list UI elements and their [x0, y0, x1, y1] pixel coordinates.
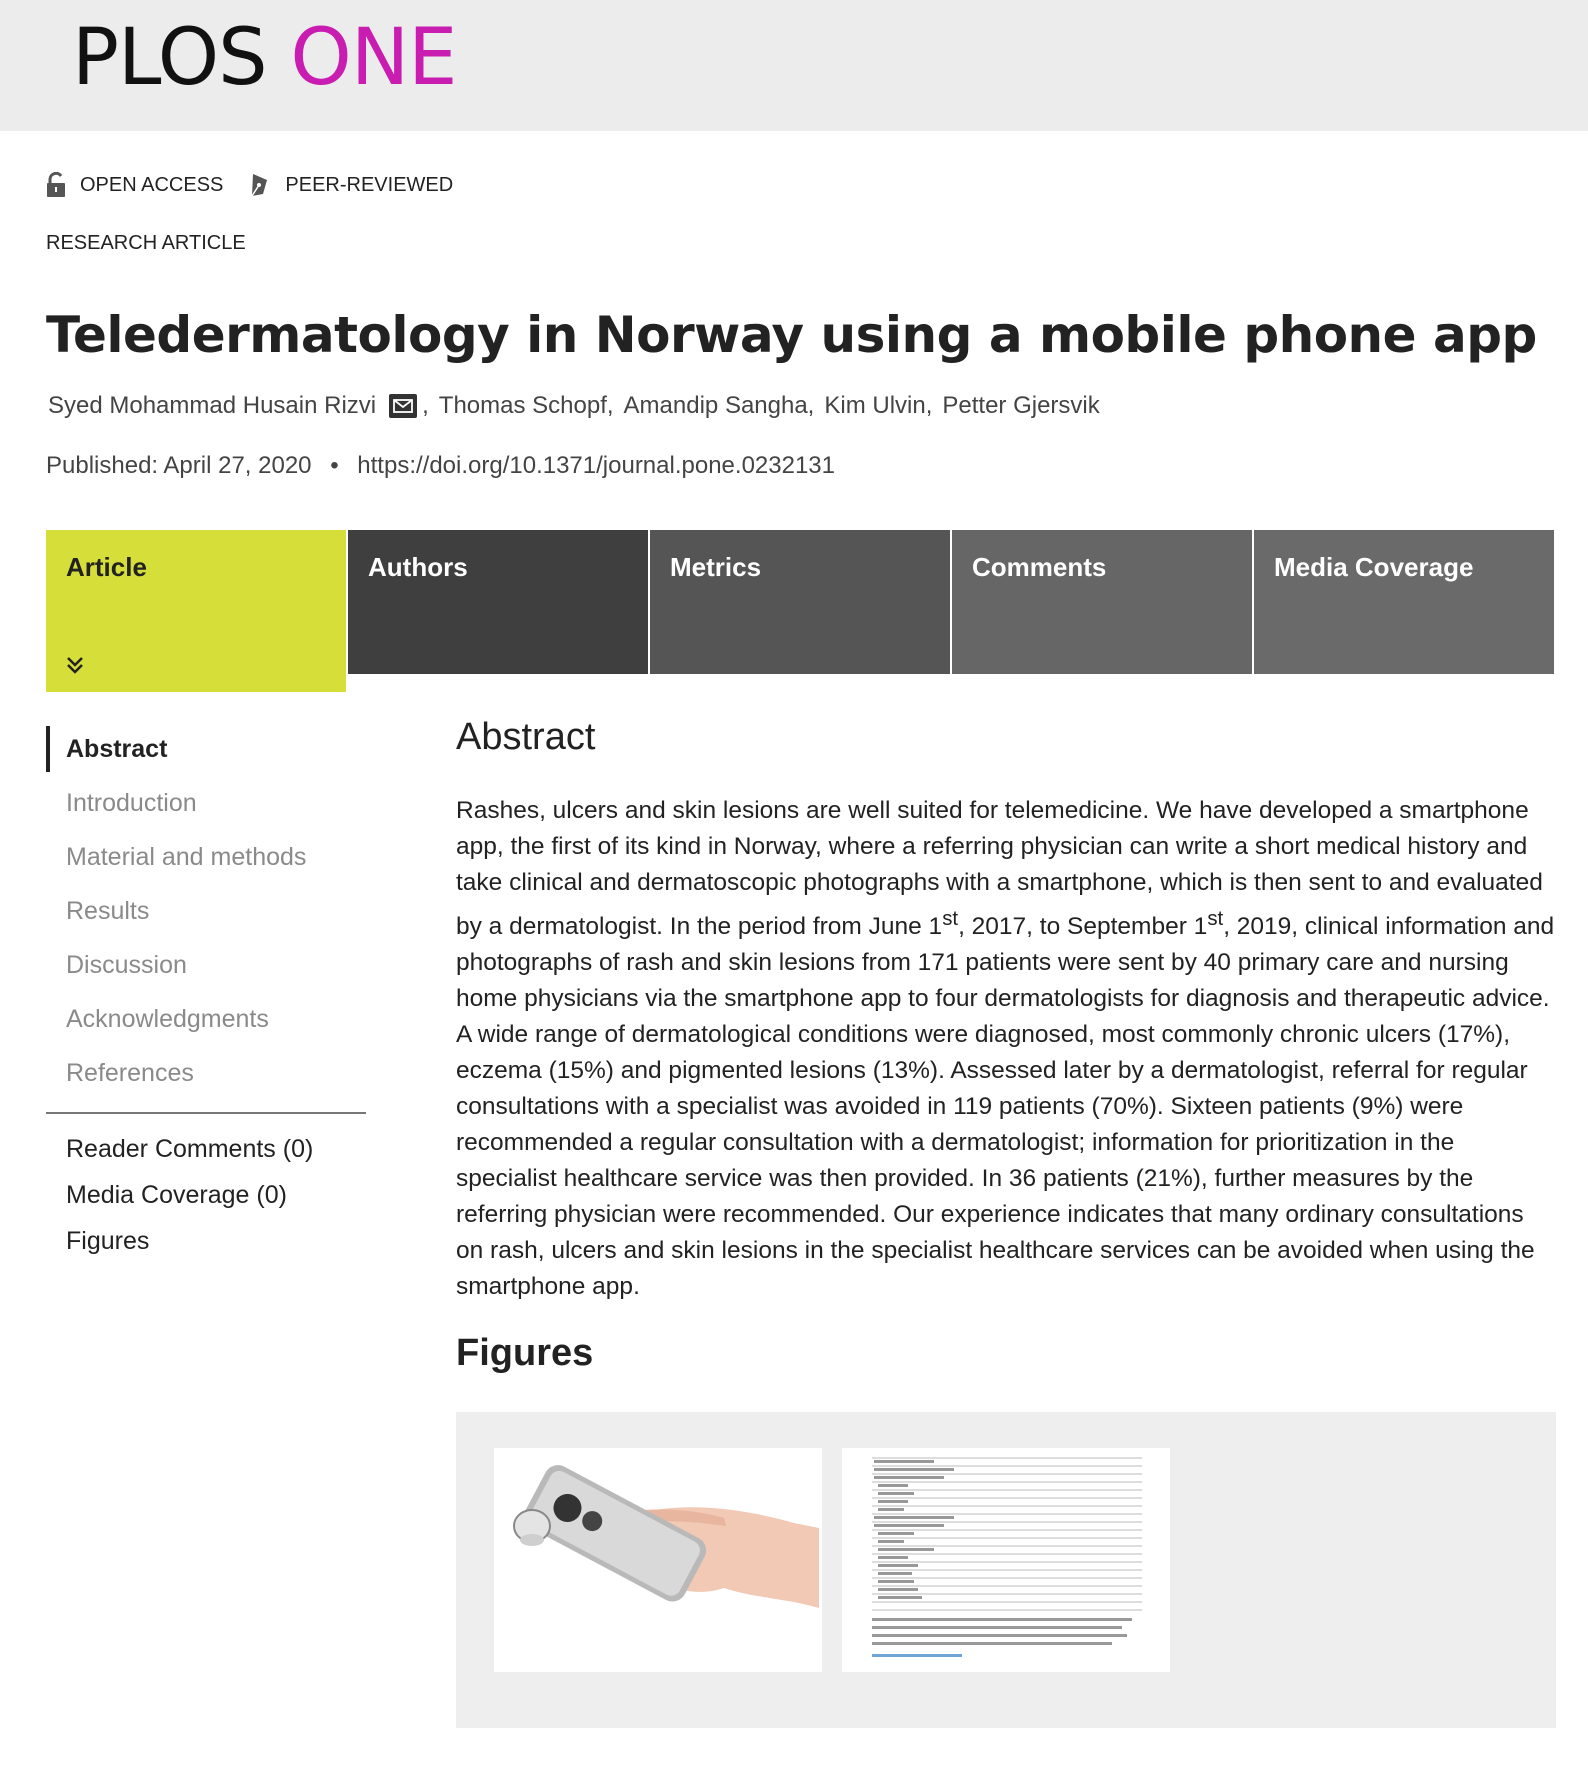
abstract-text-part: , 2017, to September 1 [958, 913, 1208, 941]
article-type: RESEARCH ARTICLE [46, 232, 246, 254]
doi-link[interactable]: https://doi.org/10.1371/journal.pone.0232131 [357, 452, 835, 479]
logo-one: ONE [290, 13, 457, 103]
peer-reviewed-label: PEER-REVIEWED [285, 173, 454, 196]
plos-one-logo[interactable] [72, 8, 456, 109]
nav-material-methods[interactable]: Material and methods [66, 843, 307, 871]
tab-article[interactable] [46, 530, 346, 692]
abstract-heading: Abstract [456, 716, 596, 758]
table-figure-image [842, 1448, 1170, 1672]
separator-dot: • [330, 452, 339, 479]
tab-label: Metrics [670, 552, 762, 582]
figures-heading: Figures [456, 1332, 594, 1374]
published-date: Published: April 27, 2020 [46, 452, 312, 479]
site-header [0, 0, 1588, 131]
nav-divider [46, 1112, 366, 1114]
nav-acknowledgments[interactable]: Acknowledgments [66, 1005, 269, 1033]
double-chevron-down-icon [64, 654, 86, 676]
open-access-label: OPEN ACCESS [80, 173, 224, 196]
abstract-text-part: Rashes, ulcers and skin lesions are well suited for telemedicine. We have developed a smartphone app, the first of its kind in Norway, where a referring physician can write a short medical history and take clinical and dermatoscopic photographs with a smartphone, which is then sent to and evaluated by a dermatologist. In the period from June 1 [456, 797, 1543, 941]
superscript: st [942, 908, 959, 930]
nav-introduction[interactable]: Introduction [66, 789, 197, 817]
section-nav [46, 726, 366, 1264]
article-title: Teledermatology in Norway using a mobile phone app [46, 306, 1537, 364]
tab-label: Article [66, 552, 147, 582]
tab-label: Media Coverage [1274, 552, 1474, 582]
nav-abstract[interactable]: Abstract [46, 726, 366, 772]
abstract-text-part: , 2019, clinical information and photographs of rash and skin lesions from 171 patients were sent by 40 primary care and nursing home physicians via the smartphone app to four dermatologists for diagnosis and therapeutic advice. A wide range of dermatological conditions were diagnosed, most commonly chronic ulcers (17%), eczema (15%) and pigmented lesions (13%). Assessed later by a dermatologist, referral for regular consultations with a specialist was avoided in 119 patients (70%). Sixteen patients (9%) were recommended a regular consultation with a dermatologist; information for prioritization in the specialist healthcare service was then provided. In 36 patients (21%), further measures by the referring physician were recommended. Our experience indicates that many ordinary consultations on rash, ulcers and skin lesions in the specialist healthcare services can be avoided when using the smartphone app. [456, 913, 1555, 1301]
tab-authors[interactable] [348, 530, 648, 674]
author-name[interactable]: Kim Ulvin, [824, 392, 933, 419]
article-flags [46, 172, 479, 198]
figure-thumbnail[interactable] [494, 1448, 822, 1672]
tab-label: Authors [368, 552, 468, 582]
author-name[interactable]: Syed Mohammad Husain Rizvi [48, 392, 377, 419]
open-access-flag[interactable] [46, 172, 223, 198]
nav-references[interactable]: References [66, 1059, 194, 1087]
tab-label: Comments [972, 552, 1107, 582]
phone-in-hand-image [494, 1448, 822, 1672]
open-lock-icon [46, 172, 66, 198]
email-icon[interactable] [388, 393, 418, 419]
article-body [456, 716, 1556, 1305]
reader-comments-link[interactable]: Reader Comments (0) [66, 1135, 314, 1163]
pen-nib-icon [249, 172, 271, 198]
media-coverage-link[interactable]: Media Coverage (0) [66, 1181, 287, 1209]
logo-plos: PLOS [72, 13, 267, 103]
figure-thumbnail[interactable] [842, 1448, 1170, 1672]
nav-discussion[interactable]: Discussion [66, 951, 187, 979]
peer-reviewed-flag[interactable] [249, 172, 453, 198]
author-name[interactable]: Amandip Sangha, [623, 392, 815, 419]
nav-results[interactable]: Results [66, 897, 150, 925]
abstract-text [456, 793, 1556, 1305]
figures-link[interactable]: Figures [66, 1227, 150, 1255]
tab-media-coverage[interactable] [1254, 530, 1554, 674]
author-separator: , [422, 392, 429, 419]
publication-info [46, 452, 835, 480]
author-name[interactable]: Petter Gjersvik [942, 392, 1100, 419]
tab-comments[interactable] [952, 530, 1252, 674]
figures-carousel [456, 1412, 1556, 1728]
author-name[interactable]: Thomas Schopf, [438, 392, 614, 419]
article-tabs [46, 530, 1554, 692]
tab-metrics[interactable] [650, 530, 950, 674]
author-list [48, 392, 1110, 420]
superscript: st [1207, 908, 1224, 930]
